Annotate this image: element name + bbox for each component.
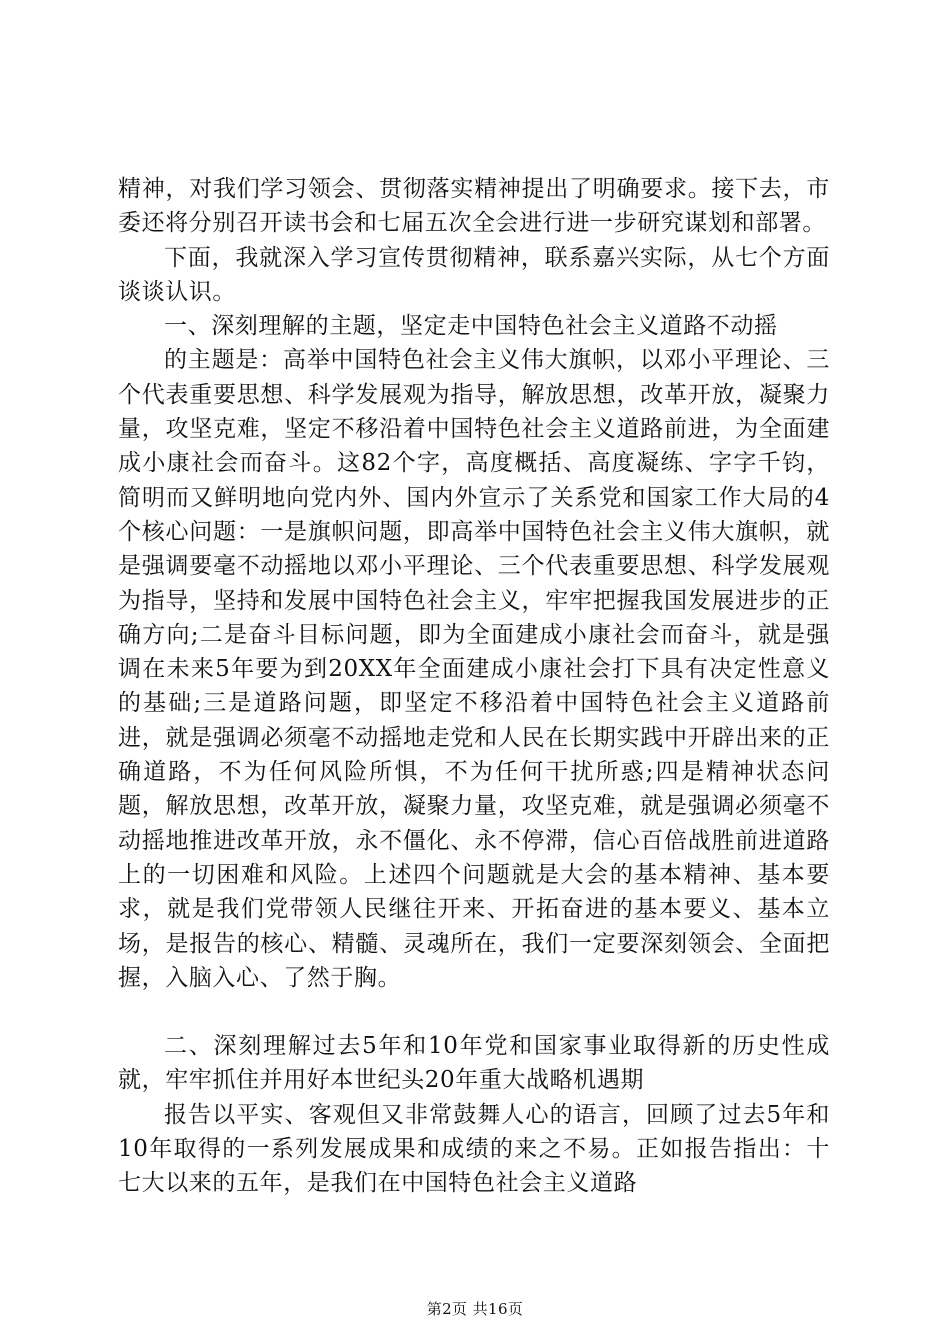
paragraph-theme: 的主题是：高举中国特色社会主义伟大旗帜，以邓小平理论、三个代表重要思想、科学发展观为指导，解放思想，改革开放，凝聚力量，攻坚克难，坚定不移沿着中国特色社会主义道路前进，为全面建成小康社会而奋斗。这82个字，高度概括、高度凝练、字字千钧，简明而又鲜明地向党内外、国内外宣示了关系党和国家工作大局的4个核心问题：一是旗帜问题，即高举中国特色社会主义伟大旗帜，就是强调要毫不动摇地以邓小平理论、三个代表重要思想、科学发展观为指导，坚持和发展中国特色社会主义，牢牢把握我国发展进步的正确方向;二是奋斗目标问题，即为全面建成小康社会而奋斗，就是强调在未来5年要为到20XX年全面建成小康社会打下具有决定性意义的基础;三是道路问题，即坚定不移沿着中国特色社会主义道路前进，就是强调必须毫不动摇地走党和人民在长期实践中开辟出来的正确道路，不为任何风险所惧，不为任何干扰所惑;四是精神状态问题，解放思想，改革开放，凝聚力量，攻坚克难，就是强调必须毫不动摇地推进改革开放，永不僵化、永不停滞，信心百倍战胜前进道路上的一切困难和风险。上述四个问题就是大会的基本精神、基本要求，就是我们党带领人民继往开来、开拓奋进的基本要义、基本立场，是报告的核心、精髓、灵魂所在，我们一定要深刻领会、全面把握，入脑入心、了然于胸。 (118, 347, 830, 991)
section-heading-1: 一、深刻理解的主题，坚定走中国特色社会主义道路不动摇 (164, 313, 778, 340)
page-number-footer: 第2页 共16页 (426, 1300, 524, 1318)
paragraph-continuation: 精神，对我们学习领会、贯彻落实精神提出了明确要求。接下去，市委还将分别召开读书会和七届五次全会进行进一步研究谋划和部署。 (118, 176, 830, 237)
document-body (118, 172, 830, 1201)
paragraph-intro: 下面，我就深入学习宣传贯彻精神，联系嘉兴实际，从七个方面谈谈认识。 (118, 244, 830, 305)
paragraph-achievements: 报告以平实、客观但又非常鼓舞人心的语言，回顾了过去5年和10年取得的一系列发展成果和成绩的来之不易。正如报告指出：十七大以来的五年，是我们在中国特色社会主义道路 (118, 1101, 830, 1197)
section-heading-2: 二、深刻理解过去5年和10年党和国家事业取得新的历史性成就，牢牢抓住并用好本世纪头20年重大战略机遇期 (118, 1033, 830, 1094)
